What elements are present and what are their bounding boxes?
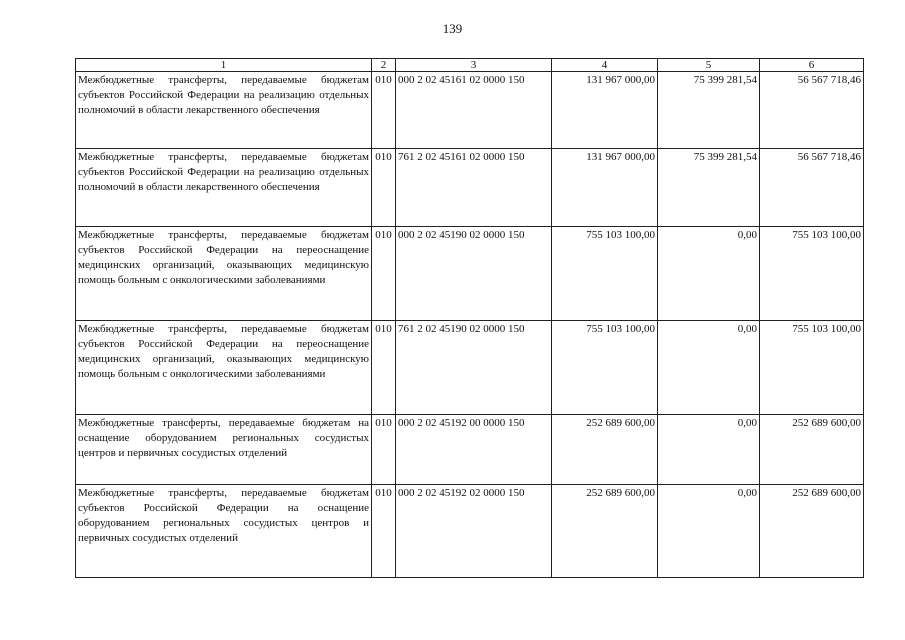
table-header (76, 59, 864, 72)
table-row (76, 415, 864, 485)
table-body (76, 72, 864, 578)
row-name: Межбюджетные трансферты, передаваемые бюджетам субъектов Российской Федерации на реализацию отдельных полномочий в области лекарственного обеспечения (76, 149, 372, 227)
row-name: Межбюджетные трансферты, передаваемые бюджетам на оснащение оборудованием региональных сосудистых центров и первичных сосудистых отделений (76, 415, 372, 485)
row-name: Межбюджетные трансферты, передаваемые бюджетам субъектов Российской Федерации на оснащение оборудованием региональных сосудистых центров и первичных сосудистых отделений (76, 485, 372, 578)
row-value-col4: 252 689 600,00 (552, 485, 658, 578)
header-col-5: 5 (658, 59, 760, 72)
row-value-col6: 56 567 718,46 (760, 72, 864, 149)
table-row (76, 321, 864, 415)
row-admin-code: 010 (372, 321, 396, 415)
row-admin-code: 010 (372, 227, 396, 321)
row-admin-code: 010 (372, 149, 396, 227)
row-value-col5: 0,00 (658, 227, 760, 321)
budget-table (75, 58, 864, 578)
row-value-col5: 75 399 281,54 (658, 149, 760, 227)
row-value-col4: 755 103 100,00 (552, 227, 658, 321)
row-value-col4: 755 103 100,00 (552, 321, 658, 415)
header-col-2: 2 (372, 59, 396, 72)
row-name: Межбюджетные трансферты, передаваемые бюджетам субъектов Российской Федерации на реализацию отдельных полномочий в области лекарственного обеспечения (76, 72, 372, 149)
row-value-col5: 0,00 (658, 485, 760, 578)
row-budget-code: 761 2 02 45161 02 0000 150 (396, 149, 552, 227)
header-col-1: 1 (76, 59, 372, 72)
table-row (76, 72, 864, 149)
header-col-4: 4 (552, 59, 658, 72)
row-budget-code: 761 2 02 45190 02 0000 150 (396, 321, 552, 415)
row-value-col6: 755 103 100,00 (760, 321, 864, 415)
row-admin-code: 010 (372, 72, 396, 149)
row-value-col6: 755 103 100,00 (760, 227, 864, 321)
row-budget-code: 000 2 02 45190 02 0000 150 (396, 227, 552, 321)
row-value-col5: 0,00 (658, 321, 760, 415)
header-col-3: 3 (396, 59, 552, 72)
row-budget-code: 000 2 02 45161 02 0000 150 (396, 72, 552, 149)
row-value-col6: 252 689 600,00 (760, 415, 864, 485)
page-number: 139 (442, 21, 463, 36)
row-value-col4: 131 967 000,00 (552, 72, 658, 149)
table-row (76, 149, 864, 227)
row-budget-code: 000 2 02 45192 02 0000 150 (396, 485, 552, 578)
table-row (76, 227, 864, 321)
row-name: Межбюджетные трансферты, передаваемые бюджетам субъектов Российской Федерации на переоснащение медицинских организаций, оказывающих медицинскую помощь больным с онкологическими заболеваниями (76, 321, 372, 415)
row-value-col6: 252 689 600,00 (760, 485, 864, 578)
row-admin-code: 010 (372, 415, 396, 485)
table-row (76, 485, 864, 578)
row-value-col4: 131 967 000,00 (552, 149, 658, 227)
row-value-col5: 75 399 281,54 (658, 72, 760, 149)
row-name: Межбюджетные трансферты, передаваемые бюджетам субъектов Российской Федерации на переоснащение медицинских организаций, оказывающих медицинскую помощь больным с онкологическими заболеваниями (76, 227, 372, 321)
row-value-col4: 252 689 600,00 (552, 415, 658, 485)
row-value-col5: 0,00 (658, 415, 760, 485)
row-budget-code: 000 2 02 45192 00 0000 150 (396, 415, 552, 485)
header-col-6: 6 (760, 59, 864, 72)
row-admin-code: 010 (372, 485, 396, 578)
header-row (76, 59, 864, 72)
row-value-col6: 56 567 718,46 (760, 149, 864, 227)
